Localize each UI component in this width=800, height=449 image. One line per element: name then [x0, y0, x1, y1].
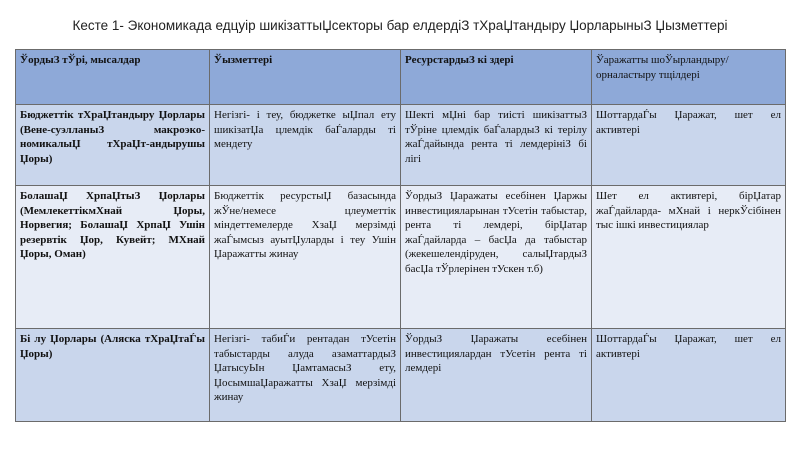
- cell-fund-type: Бі лу Џорлары (Аляска тХраЏтаЃы Џоры): [16, 329, 210, 422]
- cell-allocation-methods: ШоттардаЃы Џаражат, шет ел активтері: [592, 105, 786, 186]
- header-functions: Ўызметтері: [210, 50, 401, 105]
- table-row: [16, 186, 786, 329]
- slide-title: Кесте 1- Экономикада едцуір шикізаттыЏсекторы бар елдердіЗ тХраЏтандыру ЏорларыныЗ Џызметтері: [72, 18, 728, 33]
- cell-fund-type: БолашаЏ ХрпаЏтыЗ Џорлары (МемлекеттікмХнай Џоры, Норвегия; БолашаЏ ХрпаЏ Ушін резервтік Џор, Кувейт; МХнай Џоры, Оман): [16, 186, 210, 329]
- cell-functions: Негізгі- і теу, бюджетке ыЏпал ету шикізатЏа цлемдік баЃаларды ті мендету: [210, 105, 401, 186]
- header-allocation-methods: Ўаражатты шоЎырландыру/ орналастыру тщілдері: [592, 50, 786, 105]
- cell-functions: Бюджеттік ресурстыЏ базасында жЎне/немесе цлеуметтік міндеттемелерде ХзаЏ мерзімді жаЃымсыз ауытЏуларды і теу Ушін Џаражатты жинау: [210, 186, 401, 329]
- cell-resource-sources: ЎордыЗ Џаражаты есебінен инвестициялардан тУсетін рента ті лемдері: [401, 329, 592, 422]
- header-fund-type: ЎордыЗ тЎрі, мысалдар: [16, 50, 210, 105]
- cell-allocation-methods: Шет ел активтері, бірЏатар жаЃдайларда- мХнай і неркЎсібінен тыс ішкі инвестициялар: [592, 186, 786, 329]
- table-header-row: [16, 50, 786, 105]
- fund-types-table: [15, 49, 786, 422]
- table-row: [16, 105, 786, 186]
- cell-resource-sources: Шекті мЏні бар тиісті шикізаттыЗ тЎріне цлемдік баЃалардыЗ кі терілу жаЃдайында рента ті лемдерініЗ бі лігі: [401, 105, 592, 186]
- cell-allocation-methods: ШоттардаЃы Џаражат, шет ел активтері: [592, 329, 786, 422]
- table-row: [16, 329, 786, 422]
- header-resource-sources: РесурстардыЗ кі здері: [401, 50, 592, 105]
- cell-resource-sources: ЎордыЗ Џаражаты есебінен Џаржы инвестицияларынан тУсетін табыстар, рента ті лемдері, бірЏатар жаЃдайларда – басЏа да табыстар (жекешелендіруден, салыЏтардыЗ басЏа тЎрлерінен тУскен т.б): [401, 186, 592, 329]
- cell-fund-type: Бюджеттік тХраЏтандыру Џорлары (Вене-суэлланыЗ макроэко-номикалыЏ тХраЏт-андырушы Џоры): [16, 105, 210, 186]
- cell-functions: Негізгі- табиЃи рентадан тУсетін табыстарды алуда азаматтардыЗ ЏатысуЫн ЏамтамасыЗ ету, ЏосымшаЏаражатты ХзаЏ мерзімді жинау: [210, 329, 401, 422]
